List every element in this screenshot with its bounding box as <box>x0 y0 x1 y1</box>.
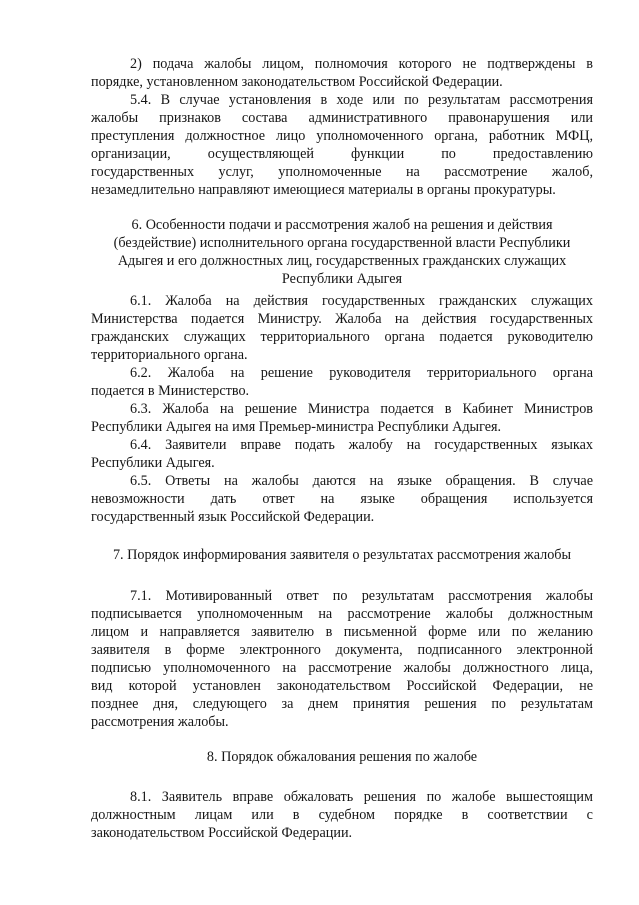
paragraph-line: вид которой установлен законодательством Российской Федерации, не <box>91 678 593 694</box>
paragraph-line: невозможности дать ответ на языке обращения используется <box>91 491 593 507</box>
section-heading-line: (бездействие) исполнительного органа государственной власти Республики <box>113 235 571 251</box>
paragraph-line: лицом и направляется заявителю в письменной форме или по желанию <box>91 624 593 640</box>
paragraph-line: преступления должностное лицо уполномоченного органа, работник МФЦ, <box>91 128 593 144</box>
paragraph-line: законодательством Российской Федерации. <box>91 825 353 841</box>
paragraph-line: государственный язык Российской Федерации. <box>91 509 375 525</box>
section-heading-line: Республики Адыгея <box>281 271 403 287</box>
paragraph-line: порядке, установленном законодательством Российской Федерации. <box>91 74 503 90</box>
paragraph-line: государственных услуг, уполномоченные на рассмотрение жалоб, <box>91 164 593 180</box>
paragraph-line: Министерства подается Министру. Жалоба на действия государственных <box>91 311 593 327</box>
paragraph-line: позднее дня, следующего за днем принятия решения по результатам <box>91 696 593 712</box>
paragraph-line: рассмотрения жалобы. <box>91 714 229 730</box>
paragraph-line: должностным лицам или в судебном порядке в соответствии с <box>91 807 593 823</box>
paragraph-line: подписывается уполномоченным на рассмотрение жалобы должностным <box>91 606 593 622</box>
paragraph-line: 6.2. Жалоба на решение руководителя территориального органа <box>130 365 593 381</box>
paragraph-line: незамедлительно направляют имеющиеся материалы в органы прокуратуры. <box>91 182 556 198</box>
paragraph-line: 5.4. В случае установления в ходе или по результатам рассмотрения <box>130 92 593 108</box>
section-heading-line: 8. Порядок обжалования решения по жалобе <box>206 749 478 765</box>
paragraph-line: организации, осуществляющей функции по предоставлению <box>91 146 593 162</box>
section-heading-line: 6. Особенности подачи и рассмотрения жалоб на решения и действия <box>131 217 553 233</box>
paragraph-line: Республики Адыгея. <box>91 455 215 471</box>
paragraph-line: заявителя в форме электронного документа, подписанного электронной <box>91 642 593 658</box>
paragraph-line: 8.1. Заявитель вправе обжаловать решения по жалобе вышестоящим <box>130 789 593 805</box>
section-heading-line: Адыгея и его должностных лиц, государственных гражданских служащих <box>117 253 567 269</box>
section-heading-line: 7. Порядок информирования заявителя о результатах рассмотрения жалобы <box>112 547 572 563</box>
paragraph-line: 6.5. Ответы на жалобы даются на языке обращения. В случае <box>130 473 593 489</box>
paragraph-line: 7.1. Мотивированный ответ по результатам рассмотрения жалобы <box>130 588 593 604</box>
paragraph-line: 6.1. Жалоба на действия государственных гражданских служащих <box>130 293 593 309</box>
paragraph-line: территориального органа. <box>91 347 248 363</box>
paragraph-line: Республики Адыгея на имя Премьер-министра Республики Адыгея. <box>91 419 502 435</box>
paragraph-line: жалобы признаков состава административного правонарушения или <box>91 110 593 126</box>
paragraph-line: подается в Министерство. <box>91 383 250 399</box>
paragraph-line: гражданских служащих территориального органа подается руководителю <box>91 329 593 345</box>
paragraph-line: подписью уполномоченного на рассмотрение жалобы должностного лица, <box>91 660 593 676</box>
paragraph-line: 2) подача жалобы лицом, полномочия которого не подтверждены в <box>130 56 593 72</box>
paragraph-line: 6.3. Жалоба на решение Министра подается в Кабинет Министров <box>130 401 593 417</box>
paragraph-line: 6.4. Заявители вправе подать жалобу на государственных языках <box>130 437 593 453</box>
